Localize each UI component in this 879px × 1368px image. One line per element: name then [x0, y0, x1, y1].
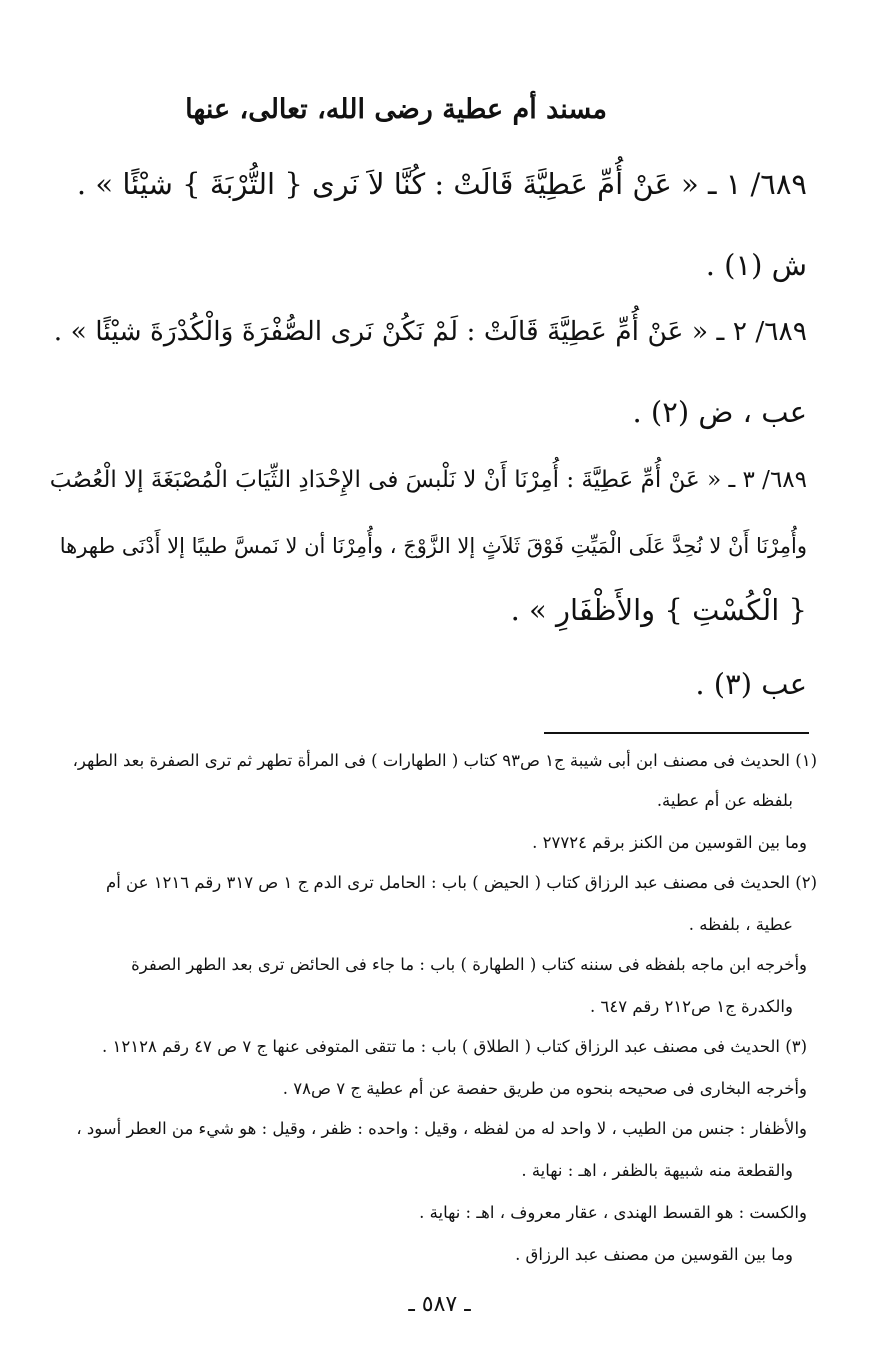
hadith-line: { الْكُسْتِ } والأَظْفَارِ » .: [510, 593, 807, 627]
hadith-source: عب (٣) .: [695, 667, 807, 701]
hadith-line: ٦٨٩/ ٣ ـ « عَنْ أُمِّ عَطِيَّةَ : أُمِرْنَا أَنْ لا نَلْبسَ فى الإِحْدَادِ الثِّيَابَ الْمُصْبَغَةَ إلا الْعُصُبَ: [49, 467, 807, 493]
hadith-line: ٦٨٩/ ٢ ـ « عَنْ أُمِّ عَطِيَّةَ قَالَتْ : لَمْ نَكُنْ نَرى الصُّفْرَةَ وَالْكُدْرَةَ شيْئًا » .: [53, 316, 807, 347]
footnote-line: عطية ، بلفظه .: [688, 915, 793, 934]
footnote-line: بلفظه عن أم عطية.: [656, 791, 793, 810]
hadith-source: عب ، ض (٢) .: [632, 395, 807, 429]
footnote-line: (١) الحديث فى مصنف ابن أبى شيبة ج١ ص٩٣ كتاب ( الطهارات ) فى المرأة تطهر ثم ترى الصفرة بعد الطهر،: [72, 751, 817, 770]
hadith-line: ٦٨٩/ ١ ـ « عَنْ أُمِّ عَطِيَّةَ قَالَتْ : كُنَّا لاَ نَرى { التُّرْبَةَ } شيْئًا » .: [76, 167, 807, 201]
footnote-separator: [544, 732, 809, 734]
page-title: مسند أم عطية رضى الله، تعالى، عنها: [185, 94, 607, 125]
footnote-line: (٣) الحديث فى مصنف عبد الرزاق كتاب ( الطلاق ) باب : ما تتقى المتوفى عنها ج ٧ ص ٤٧ رقم ١٢١٢٨ .: [102, 1037, 807, 1056]
page-number: ـ ٥٨٧ ـ: [408, 1292, 471, 1317]
hadith-source: ش (١) .: [705, 248, 807, 282]
footnote-line: والقطعة منه شبيهة بالظفر ، اهـ : نهاية .: [521, 1161, 793, 1180]
footnote-line: والكست : هو القسط الهندى ، عقار معروف ، اهـ : نهاية .: [419, 1203, 807, 1222]
footnote-line: وأخرجه البخارى فى صحيحه بنحوه من طريق حفصة عن أم عطية ج ٧ ص٧٨ .: [282, 1079, 807, 1098]
hadith-line: وأُمِرْنَا أَنْ لا نُحِدَّ عَلَى الْمَيِّتِ فَوْقَ ثَلاَثٍ إلا الزَّوْجَ ، وأُمِرْنَا أن لا نَمسَّ طيبًا إلا أَدْنَى طهرها: [59, 534, 807, 558]
footnote-line: وما بين القوسين من الكنز برقم ٢٧٧٢٤ .: [532, 833, 807, 852]
footnote-line: والكدرة ج١ ص٢١٢ رقم ٦٤٧ .: [590, 997, 793, 1016]
footnote-line: والأظفار : جنس من الطيب ، لا واحد له من لفظه ، وقيل : واحده : ظفر ، وقيل : هو شيء من العطر أسود ،: [76, 1119, 807, 1138]
footnote-line: وأخرجه ابن ماجه بلفظه فى سننه كتاب ( الطهارة ) باب : ما جاء فى الحائض ترى بعد الطهر الصفرة: [131, 955, 807, 974]
footnote-line: (٢) الحديث فى مصنف عبد الرزاق كتاب ( الحيض ) باب : الحامل ترى الدم ج ١ ص ٣١٧ رقم ١٢١٦ عن أم: [105, 873, 817, 892]
footnote-line: وما بين القوسين من مصنف عبد الرزاق .: [515, 1245, 793, 1264]
